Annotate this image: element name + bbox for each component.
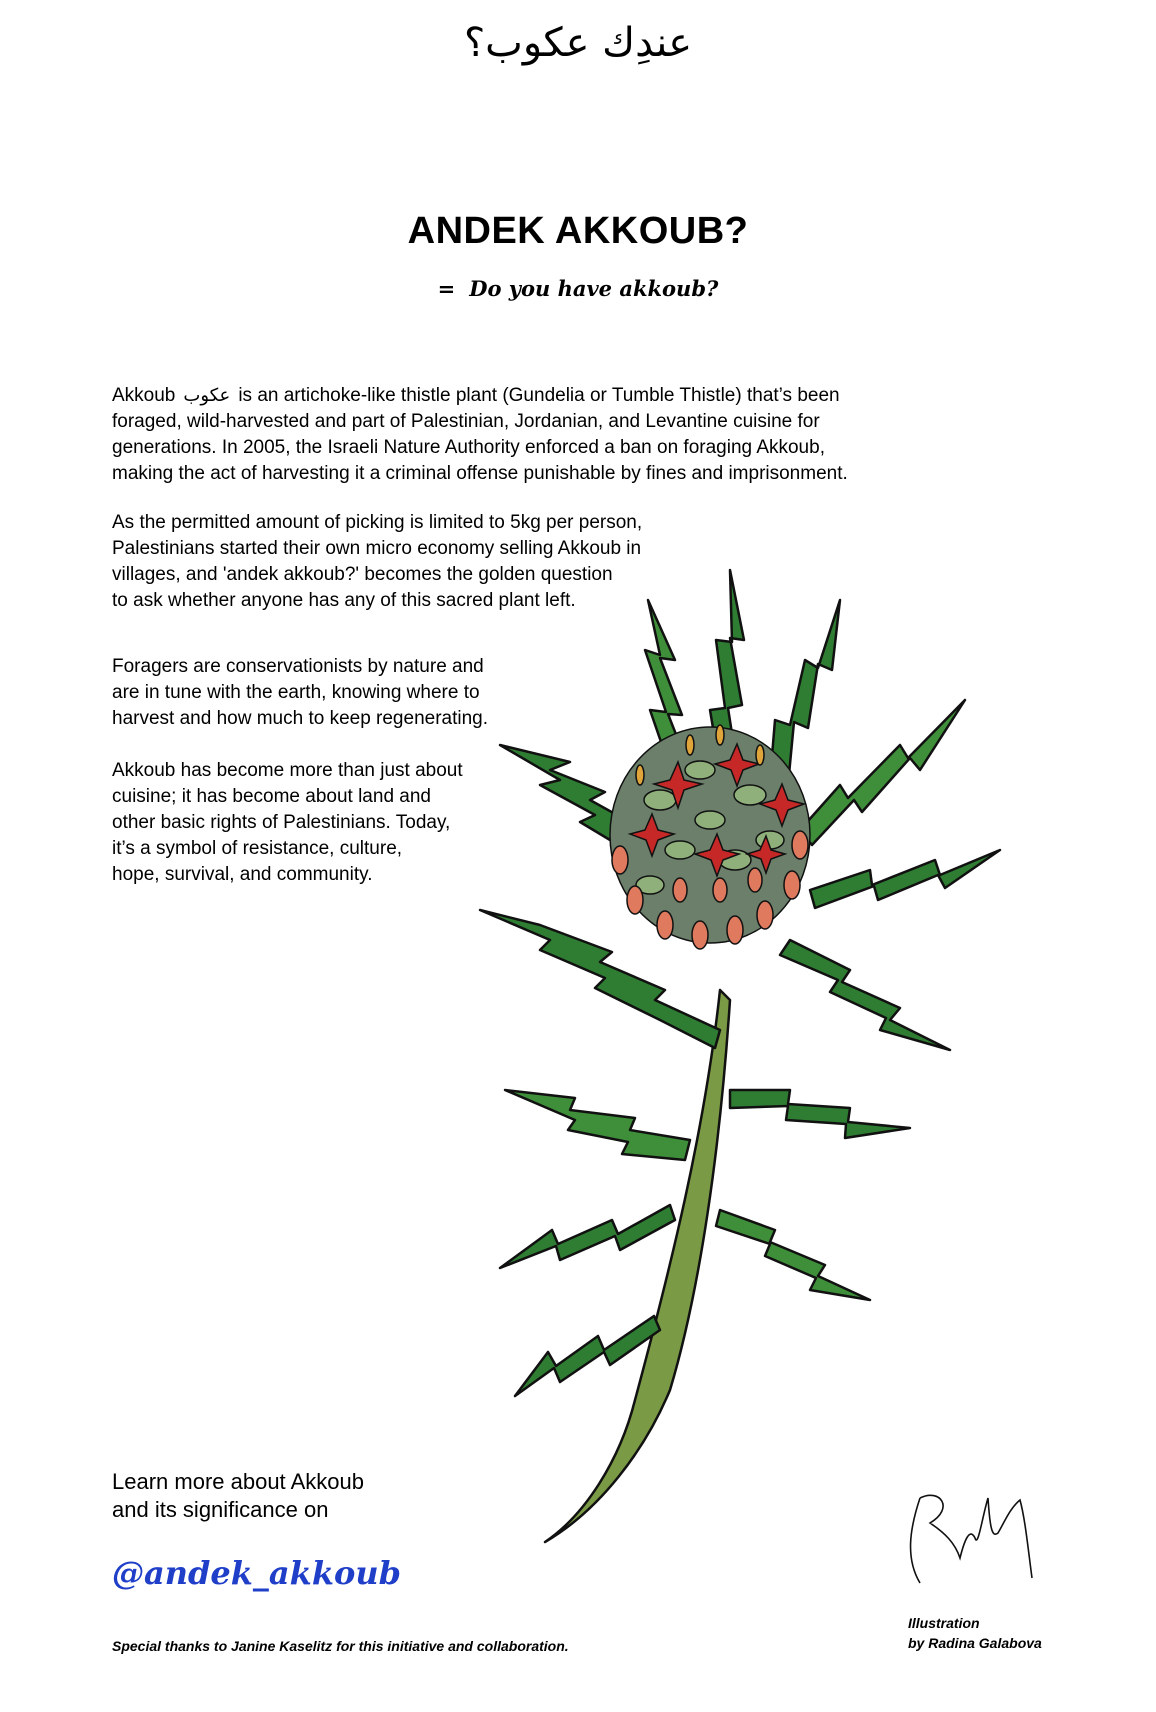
paragraph-line: other basic rights of Palestinians. Today, bbox=[112, 812, 451, 833]
leaf bbox=[810, 850, 1000, 908]
paragraph-line: to ask whether anyone has any of this sacred plant left. bbox=[112, 590, 576, 611]
learn-more-line: Learn more about Akkoub bbox=[112, 1469, 364, 1494]
leaf bbox=[505, 1090, 690, 1160]
paragraph-line: As the permitted amount of picking is limited to 5kg per person, bbox=[112, 512, 643, 533]
credit-line: Illustration bbox=[908, 1615, 980, 1631]
paragraph-line: villages, and 'andek akkoub?' becomes the golden question bbox=[112, 564, 613, 585]
akkoub-thistle-icon bbox=[420, 530, 1100, 1550]
paragraph-line: it’s a symbol of resistance, culture, bbox=[112, 838, 403, 859]
leaf bbox=[800, 700, 965, 845]
learn-more-line: and its significance on bbox=[112, 1497, 329, 1522]
artist-signature bbox=[900, 1478, 1040, 1588]
leaf bbox=[500, 1205, 675, 1268]
intro-line: foraged, wild-harvested and part of Palestinian, Jordanian, and Levantine cuisine for bbox=[112, 411, 820, 432]
instagram-handle-link[interactable]: @andek_akkoub bbox=[112, 1554, 401, 1592]
paragraph-line: hope, survival, and community. bbox=[112, 864, 373, 885]
subtitle bbox=[0, 276, 1156, 301]
learn-more bbox=[112, 1468, 364, 1524]
leaf bbox=[770, 600, 840, 785]
intro-line: generations. In 2005, the Israeli Nature Authority enforced a ban on foraging Akkoub, bbox=[112, 437, 825, 458]
flower-head bbox=[610, 725, 810, 949]
paragraph-line: Foragers are conservationists by nature and bbox=[112, 656, 484, 677]
intro-line-text: is an artichoke-like thistle plant (Gundelia or Tumble Thistle) that’s been bbox=[238, 385, 840, 406]
leaf bbox=[716, 1210, 870, 1300]
paragraph-line: cuisine; it has become about land and bbox=[112, 786, 431, 807]
intro-arabic-word: عكوب bbox=[183, 385, 231, 406]
arabic-title: عندِك عكوب؟ bbox=[463, 20, 693, 66]
special-thanks: Special thanks to Janine Kaselitz for this initiative and collaboration. bbox=[112, 1638, 569, 1654]
paragraph-line: are in tune with the earth, knowing where to bbox=[112, 682, 480, 703]
subtitle-text: Do you have akkoub? bbox=[469, 276, 719, 301]
leaf bbox=[780, 940, 950, 1050]
subtitle-equals: = bbox=[437, 276, 456, 301]
illustration-credit bbox=[908, 1613, 1042, 1653]
paragraph-line: Akkoub has become more than just about bbox=[112, 760, 463, 781]
leaf bbox=[730, 1090, 910, 1138]
page-title: ANDEK AKKOUB? bbox=[407, 210, 749, 252]
paragraph-line: harvest and how much to keep regenerating. bbox=[112, 708, 489, 729]
intro-word: Akkoub bbox=[112, 385, 176, 406]
intro-paragraph bbox=[112, 383, 848, 487]
intro-line bbox=[112, 383, 848, 409]
credit-line: by Radina Galabova bbox=[908, 1635, 1042, 1651]
paragraph-symbol bbox=[112, 758, 463, 888]
stem bbox=[545, 990, 730, 1542]
intro-line: making the act of harvesting it a criminal offense punishable by fines and imprisonment. bbox=[112, 463, 848, 484]
paragraph-line: Palestinians started their own micro economy selling Akkoub in bbox=[112, 538, 642, 559]
